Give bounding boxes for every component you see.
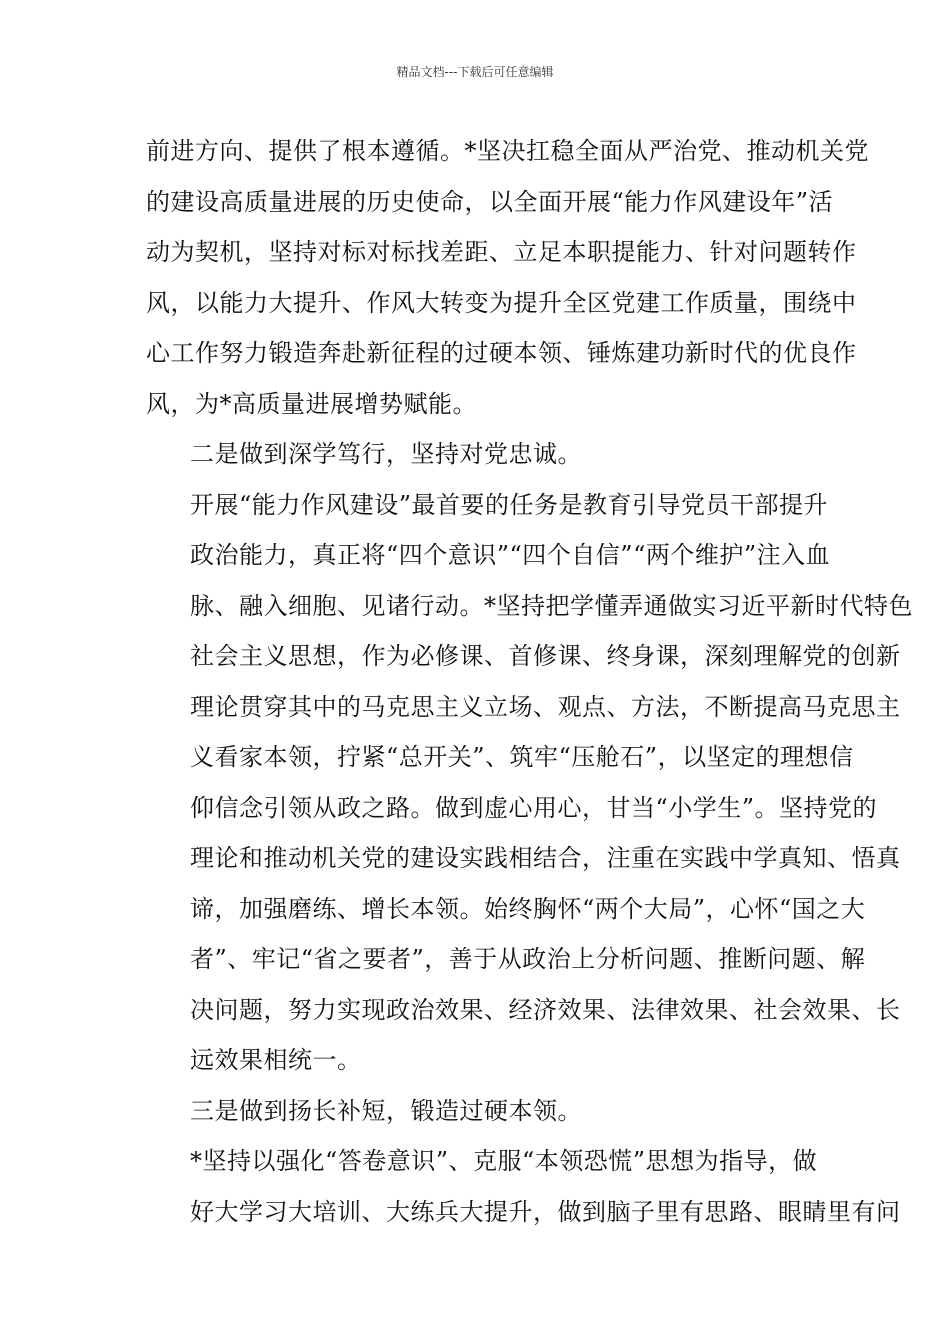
paragraph <box>146 126 869 429</box>
paragraph-line: 政治能力，真正将“四个意识”“四个自信”“两个维护”注入血 <box>190 541 831 569</box>
paragraph-line: 决问题，努力实现政治效果、经济效果、法律效果、社会效果、长 <box>190 995 901 1024</box>
paragraph-line: 仰信念引领从政之路。做到虚心用心，甘当“小学生”。坚持党的 <box>190 793 878 822</box>
paragraph-line: 前进方向、提供了根本遵循。*坚决扛稳全面从严治党、推动机关党 <box>146 137 869 165</box>
paragraph-line: 理论贯穿其中的马克思主义立场、观点、方法，不断提高马克思主 <box>190 692 901 721</box>
paragraph-line: 好大学习大培训、大练兵大提升，做到脑子里有思路、眼睛里有问 <box>190 1197 901 1226</box>
paragraph-line: 义看家本领，拧紧“总开关”、筑牢“压舱石”，以坚定的理想信 <box>190 743 854 771</box>
paragraph <box>146 1086 806 1137</box>
paragraph-line: 理论和推动机关党的建设实践相结合，注重在实践中学真知、悟真 <box>190 844 901 872</box>
paragraph <box>146 1136 901 1237</box>
paragraph-line: 风，为*高质量进展增势赋能。 <box>146 389 477 418</box>
paragraph-line: *坚持以强化“答卷意识”、克服“本领恐慌”思想为指导，做 <box>190 1147 818 1175</box>
paragraph-line: 开展“能力作风建设”最首要的任务是教育引导党员干部提升 <box>190 490 829 519</box>
page-header: 精品文档---下载后可任意编辑 <box>396 65 554 79</box>
paragraph-line: 心工作努力锻造奔赴新征程的过硬本领、锤炼建功新时代的优良作 <box>146 339 857 367</box>
paragraph-line: 远效果相统一。 <box>190 1046 362 1074</box>
paragraph-line: 三是做到扬长补短，锻造过硬本领。 <box>190 1096 582 1125</box>
paragraph-line: 风，以能力大提升、作风大转变为提升全区党建工作质量，围绕中 <box>146 288 857 317</box>
paragraph-line: 谛，加强磨练、增长本领。始终胸怀“两个大局”，心怀“国之大 <box>190 894 866 923</box>
paragraph-line: 脉、融入细胞、见诸行动。*坚持把学懂弄通做实习近平新时代特色 <box>190 591 913 620</box>
paragraph <box>146 480 913 1086</box>
paragraph-line: 的建设高质量进展的历史使命，以全面开展“能力作风建设年”活 <box>146 187 834 216</box>
document-body <box>146 126 913 1237</box>
paragraph-line: 动为契机，坚持对标对标找差距、立足本职提能力、针对问题转作 <box>146 238 857 266</box>
paragraph-line: 二是做到深学笃行，坚持对党忠诚。 <box>190 440 582 468</box>
paragraph <box>146 429 806 480</box>
paragraph-line: 者”、牢记“省之要者”，善于从政治上分析问题、推断问题、解 <box>190 945 866 973</box>
paragraph-line: 社会主义思想，作为必修课、首修课、终身课，深刻理解党的创新 <box>190 642 901 670</box>
